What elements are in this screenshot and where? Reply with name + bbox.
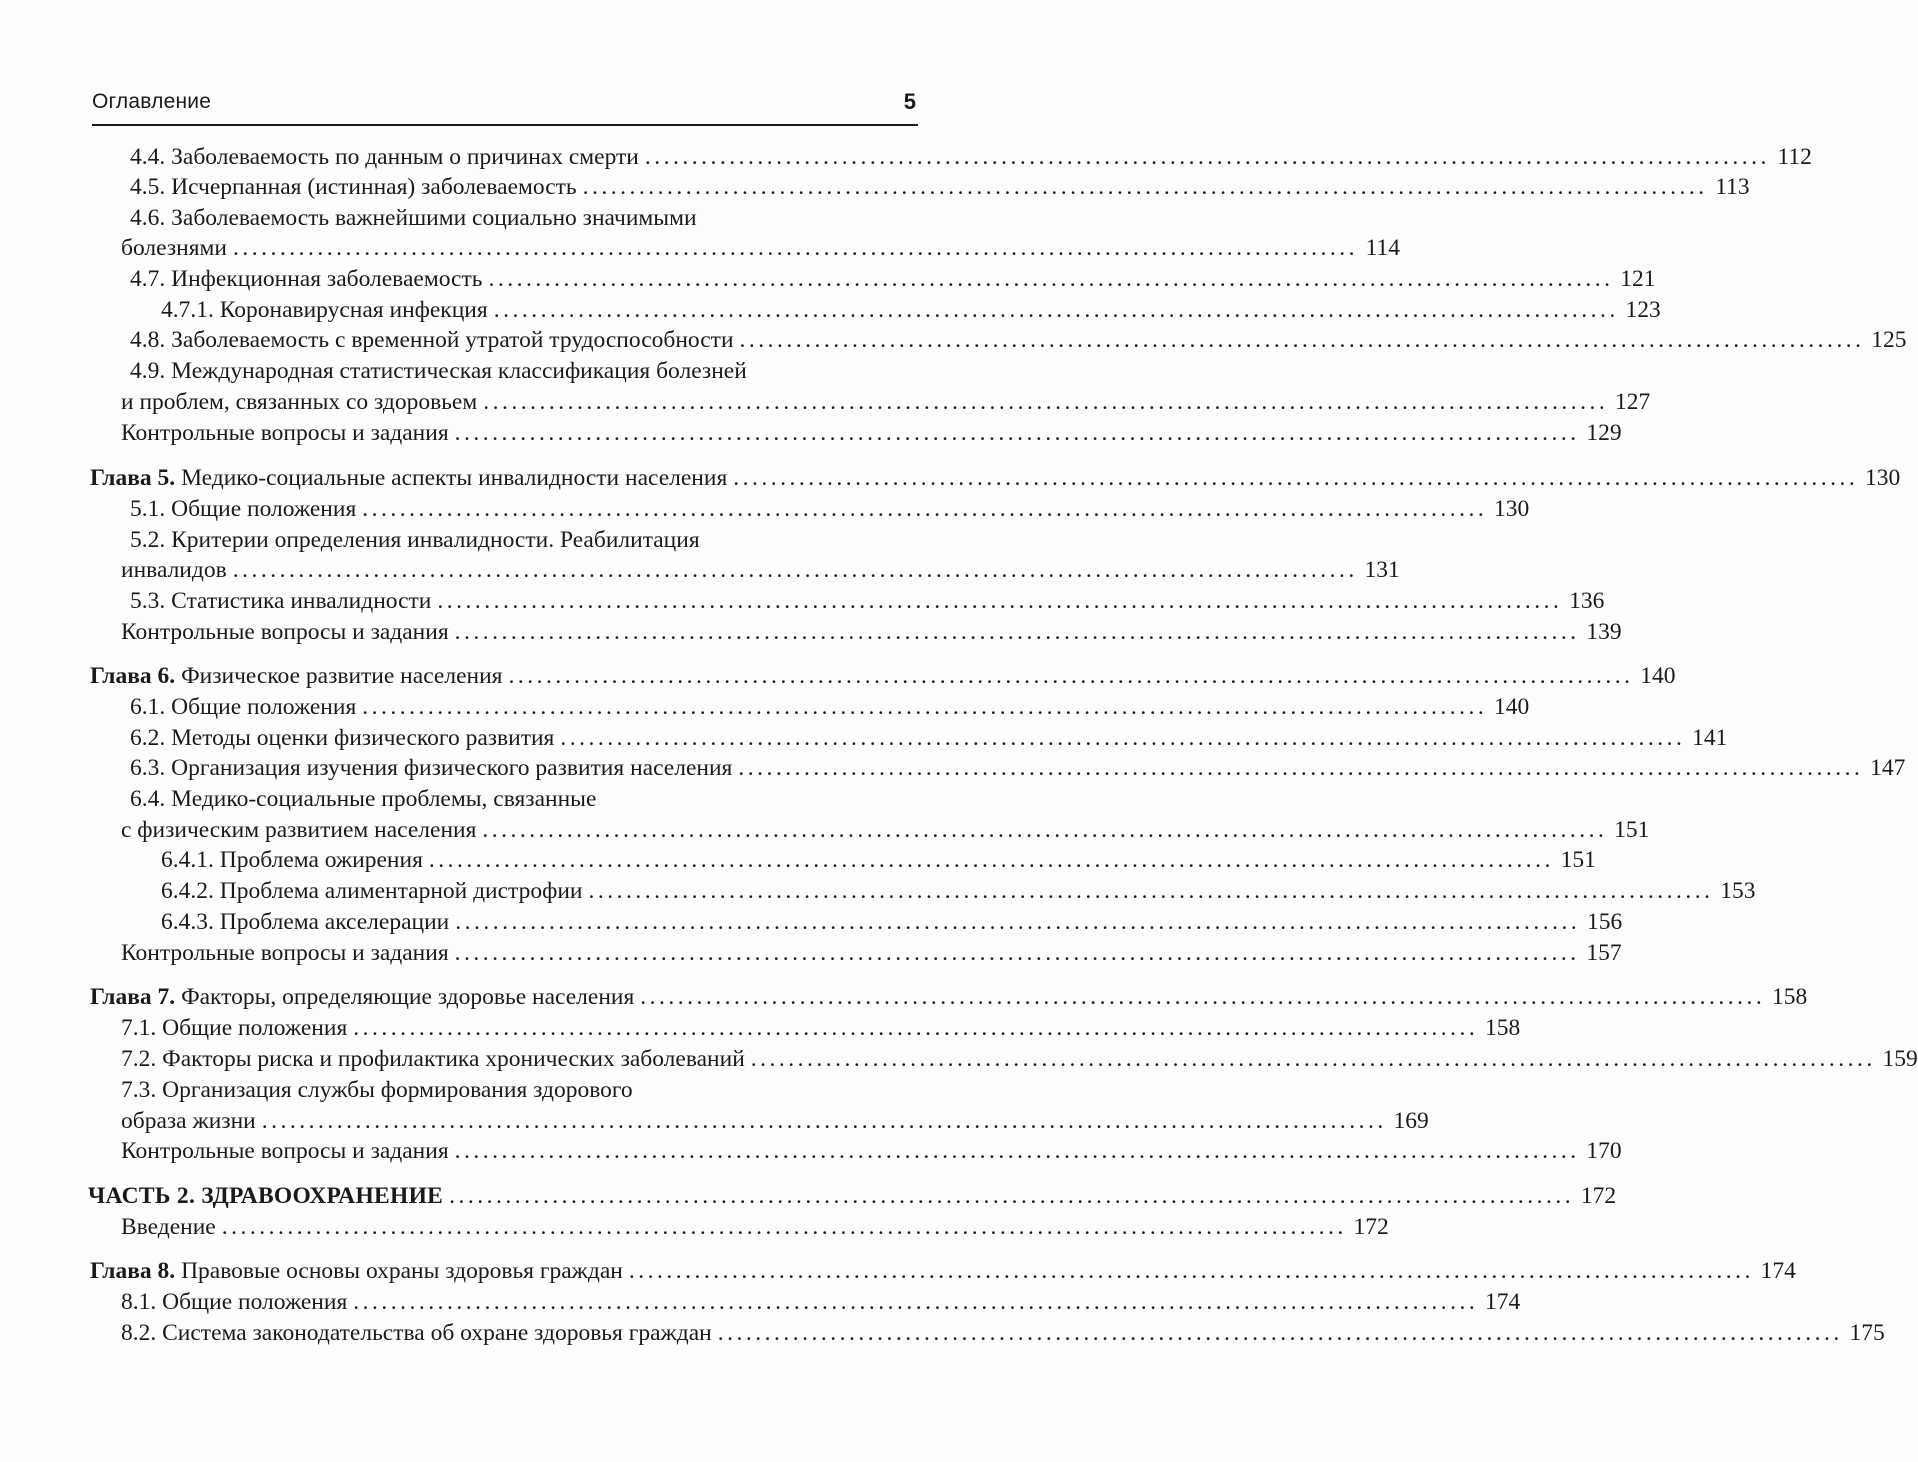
toc-entry	[130, 525, 916, 556]
entry-page-number: 140	[1494, 694, 1530, 720]
toc-entry	[130, 264, 1656, 295]
toc-part-entry	[88, 1181, 1617, 1212]
toc-entry	[121, 1287, 1521, 1318]
dot-leader: ........................................................................................................................	[644, 144, 1770, 170]
entry-page-number: 113	[1715, 174, 1750, 200]
entry-title: 6.4. Медико-социальные проблемы, связанные	[130, 786, 597, 812]
running-title: Оглавление	[92, 90, 212, 113]
entry-page-number: 151	[1614, 817, 1650, 843]
dot-leader: ........................................................................................................................	[588, 878, 1714, 904]
dot-leader: ........................................................................................................................	[717, 1320, 1843, 1346]
dot-leader: ........................................................................................................................	[560, 725, 1686, 751]
entry-page-number: 131	[1364, 557, 1400, 583]
dot-leader: ........................................................................................................................	[261, 1108, 1387, 1134]
dot-leader: ........................................................................................................................	[640, 984, 1766, 1010]
toc-chapter-entry	[90, 463, 1901, 494]
dot-leader: ........................................................................................................................	[454, 1138, 1580, 1164]
dot-leader: ........................................................................................................................	[353, 1289, 1479, 1315]
toc-chapter-entry	[90, 982, 1808, 1013]
entry-title: 6.4.1. Проблема ожирения	[161, 847, 423, 873]
running-header	[92, 84, 918, 126]
entry-title: 7.2. Факторы риска и профилактика хронических заболеваний	[121, 1046, 745, 1072]
toc-entry	[130, 586, 1605, 617]
toc-entry	[130, 325, 1907, 356]
entry-title: и проблем, связанных со здоровьем	[121, 389, 478, 415]
entry-page-number: 169	[1393, 1108, 1429, 1134]
dot-leader: ........................................................................................................................	[482, 817, 1608, 843]
entry-page-number: 172	[1353, 1214, 1389, 1240]
entry-title: 8.2. Система законодательства об охране здоровья граждан	[121, 1320, 712, 1346]
entry-title: 6.4.2. Проблема алиментарной дистрофии	[161, 878, 583, 904]
toc-entry	[130, 203, 916, 234]
entry-page-number: 174	[1760, 1258, 1796, 1284]
entry-page-number: 130	[1865, 465, 1901, 491]
toc-entry	[130, 784, 916, 815]
entry-title: Правовые основы охраны здоровья граждан	[181, 1258, 623, 1284]
toc-entry	[121, 1106, 1429, 1137]
toc-entry	[130, 356, 916, 387]
entry-page-number: 151	[1560, 847, 1596, 873]
dot-leader: ........................................................................................................................	[750, 1046, 1876, 1072]
entry-page-number: 139	[1586, 619, 1622, 645]
entry-title: 8.1. Общие положения	[121, 1289, 348, 1315]
dot-leader: ........................................................................................................................	[362, 694, 1488, 720]
toc-entry	[121, 938, 1622, 969]
entry-page-number: 158	[1485, 1015, 1521, 1041]
toc-chapter-entry	[90, 1256, 1796, 1287]
entry-title: 4.5. Исчерпанная (истинная) заболеваемость	[130, 174, 577, 200]
dot-leader: ........................................................................................................................	[483, 389, 1609, 415]
chapter-label: Глава 5.	[90, 465, 176, 491]
toc-entry	[121, 555, 1400, 586]
dot-leader: ........................................................................................................................	[232, 557, 1358, 583]
entry-title: 6.2. Методы оценки физического развития	[130, 725, 555, 751]
dot-leader: ........................................................................................................................	[437, 588, 1563, 614]
toc-entry	[121, 617, 1622, 648]
entry-page-number: 170	[1586, 1138, 1622, 1164]
toc-entry	[130, 723, 1728, 754]
toc-entry	[130, 172, 1750, 203]
entry-page-number: 127	[1614, 389, 1651, 415]
entry-page-number: 112	[1777, 144, 1812, 170]
toc-entry	[121, 815, 1650, 846]
entry-title: болезнями	[121, 235, 227, 261]
entry-page-number: 141	[1692, 725, 1728, 751]
chapter-label: Глава 8.	[90, 1258, 176, 1284]
toc-entry	[121, 387, 1651, 418]
entry-title: Контрольные вопросы и задания	[121, 940, 449, 966]
toc-entry	[121, 1044, 1918, 1075]
dot-leader: ........................................................................................................................	[493, 297, 1619, 323]
toc-entry	[130, 692, 1530, 723]
toc-entry	[130, 753, 1906, 784]
dot-leader: ........................................................................................................................	[428, 847, 1554, 873]
entry-page-number: 121	[1620, 266, 1656, 292]
entry-page-number: 136	[1569, 588, 1605, 614]
entry-title: Контрольные вопросы и задания	[121, 1138, 449, 1164]
toc-chapter-entry	[90, 661, 1676, 692]
entry-title: 5.3. Статистика инвалидности	[130, 588, 432, 614]
entry-title: 4.6. Заболеваемость важнейшими социально значимыми	[130, 205, 697, 231]
dot-leader: ........................................................................................................................	[582, 174, 1708, 200]
entry-title: Контрольные вопросы и задания	[121, 420, 449, 446]
toc-entry	[161, 907, 1623, 938]
entry-title: с физическим развитием населения	[121, 817, 477, 843]
dot-leader: ........................................................................................................................	[449, 1183, 1575, 1209]
entry-page-number: 129	[1586, 420, 1622, 446]
dot-leader: ........................................................................................................................	[232, 235, 1358, 261]
entry-title: 6.3. Организация изучения физического развития населения	[130, 755, 733, 781]
entry-page-number: 130	[1494, 496, 1530, 522]
toc-entry	[121, 1013, 1521, 1044]
entry-title: 4.7. Инфекционная заболеваемость	[130, 266, 483, 292]
toc-entry	[161, 876, 1756, 907]
dot-leader: ........................................................................................................................	[488, 266, 1614, 292]
entry-page-number: 158	[1772, 984, 1808, 1010]
toc-entry	[130, 142, 1812, 173]
dot-leader: ........................................................................................................................	[733, 465, 1859, 491]
toc-entry	[121, 1212, 1389, 1243]
toc-entry	[121, 418, 1622, 449]
toc-entry	[121, 233, 1400, 264]
entry-title: 5.1. Общие положения	[130, 496, 357, 522]
dot-leader: ........................................................................................................................	[454, 420, 1580, 446]
dot-leader: ........................................................................................................................	[221, 1214, 1347, 1240]
dot-leader: ........................................................................................................................	[739, 327, 1865, 353]
toc-entry	[121, 1318, 1885, 1349]
dot-leader: ........................................................................................................................	[738, 755, 1864, 781]
entry-page-number: 159	[1882, 1046, 1918, 1072]
dot-leader: ........................................................................................................................	[353, 1015, 1479, 1041]
entry-page-number: 157	[1586, 940, 1622, 966]
entry-page-number: 156	[1587, 909, 1623, 935]
entry-title: 6.1. Общие положения	[130, 694, 357, 720]
entry-title: 4.7.1. Коронавирусная инфекция	[161, 297, 488, 323]
entry-page-number: 147	[1870, 755, 1906, 781]
toc-entry	[130, 494, 1530, 525]
entry-title: Физическое развитие населения	[181, 663, 503, 689]
dot-leader: ........................................................................................................................	[454, 619, 1580, 645]
entry-title: 7.1. Общие положения	[121, 1015, 348, 1041]
entry-page-number: 174	[1485, 1289, 1521, 1315]
entry-title: инвалидов	[121, 557, 227, 583]
entry-title: 4.4. Заболеваемость по данным о причинах смерти	[130, 144, 639, 170]
entry-title: 7.3. Организация службы формирования здорового	[121, 1077, 633, 1103]
entry-title: Медико-социальные аспекты инвалидности населения	[181, 465, 728, 491]
chapter-label: Глава 7.	[90, 984, 176, 1010]
toc-entry	[121, 1136, 1622, 1167]
entry-title: образа жизни	[121, 1108, 256, 1134]
chapter-label: Глава 6.	[90, 663, 176, 689]
entry-title: Введение	[121, 1214, 216, 1240]
entry-title: 5.2. Критерии определения инвалидности. Реабилитация	[130, 527, 700, 553]
dot-leader: ........................................................................................................................	[454, 940, 1580, 966]
entry-page-number: 114	[1365, 235, 1400, 261]
toc-entry	[161, 845, 1596, 876]
dot-leader: ........................................................................................................................	[455, 909, 1581, 935]
dot-leader: ........................................................................................................................	[362, 496, 1488, 522]
dot-leader: ........................................................................................................................	[628, 1258, 1754, 1284]
dot-leader: ........................................................................................................................	[508, 663, 1634, 689]
entry-page-number: 123	[1625, 297, 1661, 323]
toc-entry	[161, 295, 1661, 326]
entry-page-number: 175	[1849, 1320, 1885, 1346]
entry-title: Контрольные вопросы и задания	[121, 619, 449, 645]
entry-title: 4.9. Международная статистическая классификация болезней	[130, 358, 747, 384]
entry-page-number: 125	[1871, 327, 1907, 353]
entry-title: 6.4.3. Проблема акселерации	[161, 909, 450, 935]
entry-page-number: 140	[1640, 663, 1676, 689]
entry-page-number: 153	[1720, 878, 1756, 904]
toc-entry	[121, 1075, 916, 1106]
page-number: 5	[903, 89, 916, 114]
entry-title: Факторы, определяющие здоровье населения	[181, 984, 635, 1010]
part-title: ЧАСТЬ 2. ЗДРАВООХРАНЕНИЕ	[88, 1183, 444, 1209]
entry-page-number: 172	[1580, 1183, 1617, 1209]
entry-title: 4.8. Заболеваемость с временной утратой трудоспособности	[130, 327, 734, 353]
